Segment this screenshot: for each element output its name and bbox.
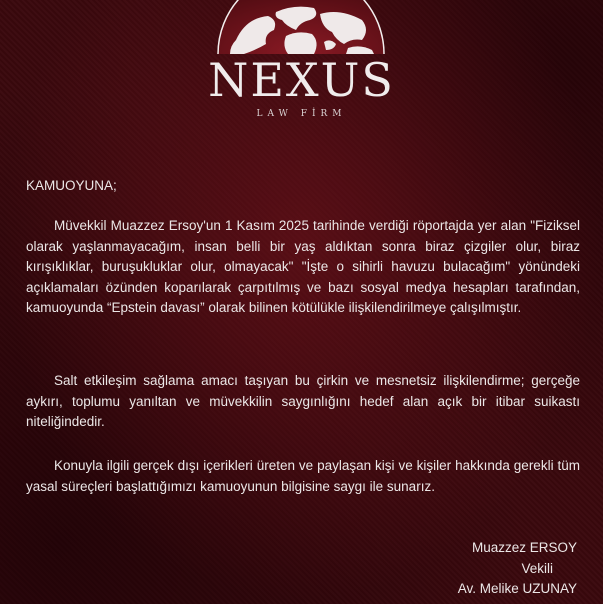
signature-role: Vekili [521, 560, 553, 576]
salutation: KAMUOYUNA; [26, 178, 117, 193]
statement-paragraph-2: Salt etkileşim sağlama amacı taşıyan bu çirkin ve mesnetsiz ilişkilendirme; gerçeğe aykırı, toplumu yanıltan ve müvekkilin saygınlığını hedef alan açık bir itibar suikastı niteliğindedir. [26, 373, 580, 429]
statement-paragraph-3: Konuyla ilgili gerçek dışı içerikleri üreten ve paylaşan kişi ve kişiler hakkında gerekli tüm yasal süreçleri başlattığımızı kamuoyunun bilgisine saygı ile sunarız. [26, 458, 580, 494]
signature-block [377, 538, 577, 600]
globe-icon [216, 0, 386, 54]
brand-name: NEXUS [208, 53, 395, 107]
brand-subtitle: LAW FİRM [256, 109, 347, 119]
statement-paragraph-1: Müvekkil Muazzez Ersoy'un 1 Kasım 2025 tarihinde verdiği röportajda yer alan "Fiziksel olarak yaşlanmayacağım, insan belli bir yaş aldıktan sonra biraz çizgiler olur, biraz kırışıklıklar, buruşukluklar olur, olmayacak" "İşte o sihirli havuzu bulacağım" yönündeki açıklamaları özünden koparılarak çarpıtılmış ve bazı sosyal medya hesapları tarafından, kamuoyunda “Epstein davası” olarak bilinen kötülükle ilişkilendirilmeye çalışılmıştır. [26, 218, 580, 315]
signature-attorney-name: Av. Melike UZUNAY [457, 581, 577, 596]
signature-client-name: Muazzez ERSOY [471, 540, 577, 555]
letterhead-logo [0, 0, 603, 140]
